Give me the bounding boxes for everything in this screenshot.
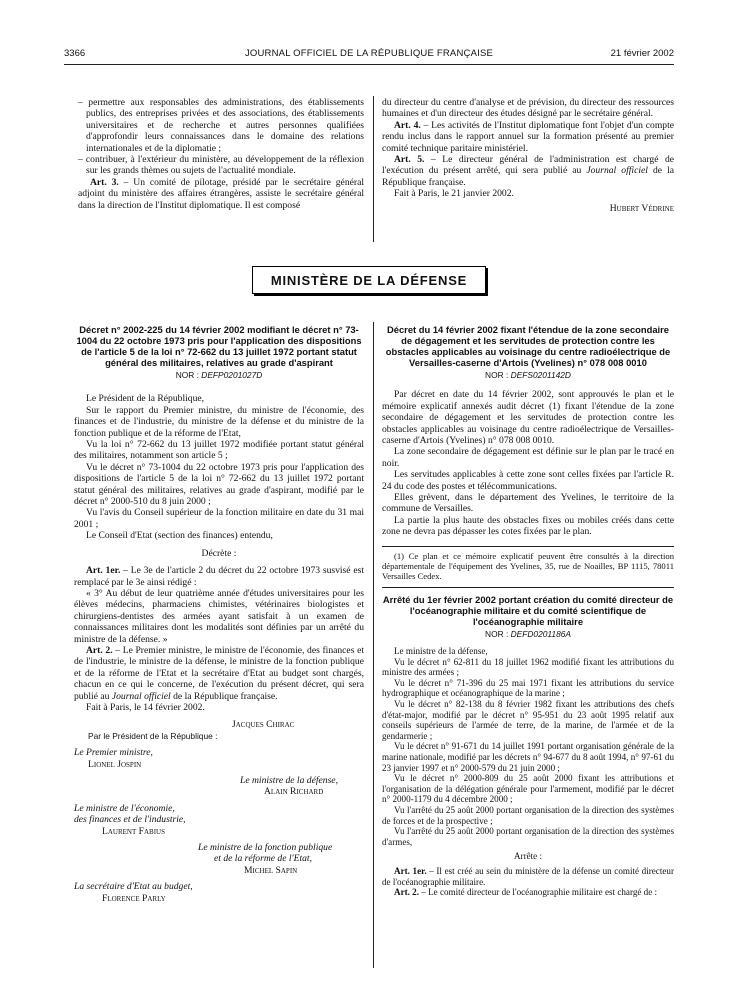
signatory-title: Le ministre de l'économie,: [74, 802, 175, 814]
article-label: Art. 3.: [90, 176, 119, 188]
page-header: [64, 48, 674, 62]
article-1: Art. 1er. – Le 3e de l'article 2 du décret du 22 octobre 1973 susvisé est remplacé par le 3e ainsi rédigé :: [74, 565, 364, 588]
paragraph: Le Conseil d'Etat (section des finances) entendu,: [86, 530, 273, 542]
issue-date: 21 février 2002: [610, 48, 674, 59]
paragraph: Vu le décret n° 73-1004 du 22 octobre 1973 pris pour l'application des dispositions de l'article 5 de la loi n° 72-662 du 13 juillet 1972 portant statut général des militaires, relatives au grade d'aspirant, modifié par le décret n° 2000-510 du 8 juin 2000 ;: [74, 461, 364, 508]
signatory-name: Alain Richard: [264, 786, 324, 798]
article-4: Art. 4. – Les activités de l'Institut diplomatique font l'objet d'un compte rendu inclus dans le rapport annuel sur la formation présenté au premier comité technique paritaire ministériel.: [382, 119, 675, 154]
signatory-title: La secrétaire d'Etat au budget,: [74, 881, 193, 893]
fait-a-paris: Fait à Paris, le 14 février 2002.: [86, 701, 205, 713]
bullet-item: – permettre aux responsables des administrations, des établissements publics, des entreprises privées et des associations, des établissements universitaires et de recherche et autres personnes qualifiées d'approfondir leurs connaissances dans le domaine des relations internationales et de la diplomatie ;: [78, 97, 364, 154]
header-rule: [64, 64, 674, 65]
signatory-title: des finances et de l'industrie,: [74, 814, 186, 826]
paragraph: Vu le décret n° 91-671 du 14 juillet 1991 portant organisation générale de la marine nationale, modifié par les décrets n° 94-677 du 8 août 1994, n° 97-61 du 23 janvier 1997 et n° 2000-579 du 21 juin 2000 ;: [382, 741, 674, 773]
signatory-name: Florence Parly: [102, 892, 166, 904]
top-right-column: [382, 97, 674, 214]
article-2: Art. 2. – Le comité directeur de l'océanographie militaire est chargé de :: [394, 887, 658, 898]
paragraph: Sur le rapport du Premier ministre, du ministre de l'économie, des finances et de l'industrie, du ministre de la défense et du ministre de la fonction publique et de la réforme de l'Etat,: [74, 404, 364, 439]
paragraph: La partie la plus haute des obstacles fixes ou mobiles créés dans cette zone ne devra pas dépasser les cotes fixées par le plan.: [382, 514, 674, 538]
paragraph: Les servitudes applicables à cette zone sont celles fixées par l'article R. 24 du code des postes et télécommunications.: [382, 469, 674, 492]
arrete-body: [382, 646, 674, 898]
decree-2002-225: [74, 324, 364, 904]
paragraph: Vu le décret n° 2000-809 du 25 août 2000 fixant les attributions et l'organisation de la délégation générale pour l'armement, modifié par le décret n° 2000-1179 du 4 décembre 2000 ;: [382, 773, 674, 805]
nor-reference: NOR : DEFD0201186A: [485, 628, 571, 639]
article-1: Art. 1er. – Il est créé au sein du ministère de la défense un comité directeur de l'océanographie militaire.: [382, 865, 674, 887]
signatory-title: Le ministre de la fonction publique: [198, 842, 333, 854]
signatory-title: et de la réforme de l'Etat,: [214, 853, 312, 865]
signature: Hubert Védrine: [609, 202, 674, 214]
paragraph: Vu l'arrêté du 25 août 2000 portant organisation de la direction des systèmes d'armes,: [382, 826, 674, 847]
paragraph: Vu l'arrêté du 25 août 2000 portant organisation de la direction des systèmes de forces et de la prospective ;: [382, 805, 674, 826]
section-rule: [382, 581, 674, 588]
page-number: 3366: [64, 48, 86, 59]
signatory-name: Lionel Jospin: [88, 758, 142, 770]
decrete-heading: Décrète :: [201, 547, 237, 559]
bullet-item: – contribuer, à l'extérieur du ministère, au développement de la réflexion sur les grands thèmes ou sujets de l'actualité mondiale.: [78, 154, 364, 177]
signatory-title: Le Premier ministre,: [74, 747, 153, 759]
article-2: Art. 2. – Le Premier ministre, le ministre de l'économie, des finances et de l'industrie, le ministre de la défense, le ministre de la fonction publique et de la réforme de l'Etat et la secrétaire d'Etat au budget sont chargés, chacun en ce qui le concerne, de l'exécution du présent décret, qui sera publié au Journal officiel de la République française.: [74, 644, 364, 702]
article-1-quote: « 3° Au début de leur quatrième année d'études universitaires pour les élèves médecins, pharmaciens chimistes, vétérinaires biologistes et chirurgiens-dentistes des armées ayant satisfait à un examen de connaissances militaires dont les modalités sont définies par un arrêté du ministre de la défense. »: [74, 587, 364, 645]
arrete-heading: Arrête :: [513, 851, 543, 862]
paragraph: Le ministre de la défense,: [394, 646, 488, 657]
continuation-text: du directeur du centre d'analyse et de prévision, du directeur des ressources humaines et d'un directeur des études désigné par le secrétaire général.: [382, 97, 674, 120]
footnote-rule: [382, 538, 674, 547]
footnote: (1) Ce plan et ce mémoire explicatif peuvent être consultés à la direction départementale de l'équipement des Yvelines, 35, rue de Noailles, BP 1115, 78011 Versailles Cedex.: [382, 550, 674, 581]
fait-a-paris: Fait à Paris, le 21 janvier 2002.: [394, 188, 514, 200]
signatory-name: Michel Sapin: [244, 864, 298, 876]
paragraph: Vu le décret n° 62-811 du 18 juillet 1962 modifié fixant les attributions du ministre des armées ;: [382, 656, 674, 678]
decree-title: Décret du 14 février 2002 fixant l'étendue de la zone secondaire de dégagement et les servitudes de protection contre les obstacles applicables au voisinage du centre radioélectrique de Versailles-caserne d'Artois (Yvelines) n° 078 008 0010: [385, 324, 671, 368]
article-label: Art. 1er.: [86, 565, 121, 577]
decree-title: Décret n° 2002-225 du 14 février 2002 modifiant le décret n° 73-1004 du 22 octobre 1973 pris pour l'application des dispositions de l'article 5 de la loi n° 72-662 du 13 juillet 1972 portant statut général des militaires, relatives au grade d'aspirant: [76, 324, 362, 368]
par-le-president: Par le Président de la République :: [88, 730, 218, 741]
signatory-title: Le ministre de la défense,: [240, 775, 338, 786]
paragraph: Vu l'avis du Conseil supérieur de la fonction militaire en date du 31 mai 2001 ;: [74, 507, 364, 530]
journal-title: JOURNAL OFFICIEL DE LA RÉPUBLIQUE FRANÇAISE: [244, 48, 494, 59]
article-label: Art. 1er.: [394, 865, 427, 876]
arrete-title: Arrêté du 1er février 2002 portant création du comité directeur de l'océanographie militaire et du comité scientifique de l'océanographie militaire: [382, 593, 674, 627]
column-divider-top: [373, 96, 374, 242]
paragraph: Vu le décret n° 82-138 du 8 février 1982 fixant les attributions des chefs d'état-major, modifié par le décret n° 95-951 du 23 août 1995 relatif aux conseils supérieurs de l'armée de terre, de la marine, de l'armée et de la gendarmerie ;: [382, 699, 674, 741]
article-3: Art. 3. – Un comité de pilotage, présidé par le secrétaire général adjoint du ministère des affaires étrangères, assiste le secrétaire général dans la direction de l'Institut diplomatique. Il est composé: [78, 176, 364, 211]
article-label: Art. 5.: [394, 154, 425, 166]
paragraph: Le Président de la République,: [86, 393, 205, 405]
article-5: Art. 5. – Le directeur général de l'administration est chargé de l'exécution du présent arrêté, qui sera publié au Journal officiel de la République française.: [382, 154, 675, 188]
decree-versailles: [382, 324, 674, 898]
nor-reference: NOR : DEFS0201142D: [485, 370, 571, 380]
column-divider-main: [373, 322, 374, 968]
ministry-heading: MINISTÈRE DE LA DÉFENSE: [252, 266, 486, 294]
president-signature: Jacques Chirac: [232, 719, 295, 731]
paragraph: Vu le décret n° 71-396 du 25 mai 1971 fixant les attributions du service hydrographique et océanographique de la marine ;: [382, 677, 674, 699]
article-label: Art. 4.: [394, 119, 421, 131]
paragraph: La zone secondaire de dégagement est définie sur le plan par le tracé en noir.: [382, 446, 674, 469]
article-label: Art. 2.: [86, 644, 113, 656]
paragraph: Par décret en date du 14 février 2002, sont approuvés le plan et le mémoire explicatif annexés audit décret (1) fixant l'étendue de la zone secondaire de dégagement et les servitudes de protection contre les obstacles applicables au voisinage du centre radioélectrique de Versailles-caserne d'Artois (Yvelines) n° 078 008 0010.: [382, 389, 674, 447]
signatory-name: Laurent Fabius: [102, 825, 165, 837]
top-left-column: [78, 97, 364, 211]
paragraph: Vu la loi n° 72-662 du 13 juillet 1972 modifiée portant statut général des militaires, notamment son article 5 ;: [74, 439, 364, 462]
nor-reference: NOR : DEFP0201027D: [175, 370, 263, 380]
article-label: Art. 2.: [394, 887, 419, 898]
paragraph: Elles grèvent, dans le département des Yvelines, le territoire de la commune de Versailles.: [382, 492, 674, 515]
